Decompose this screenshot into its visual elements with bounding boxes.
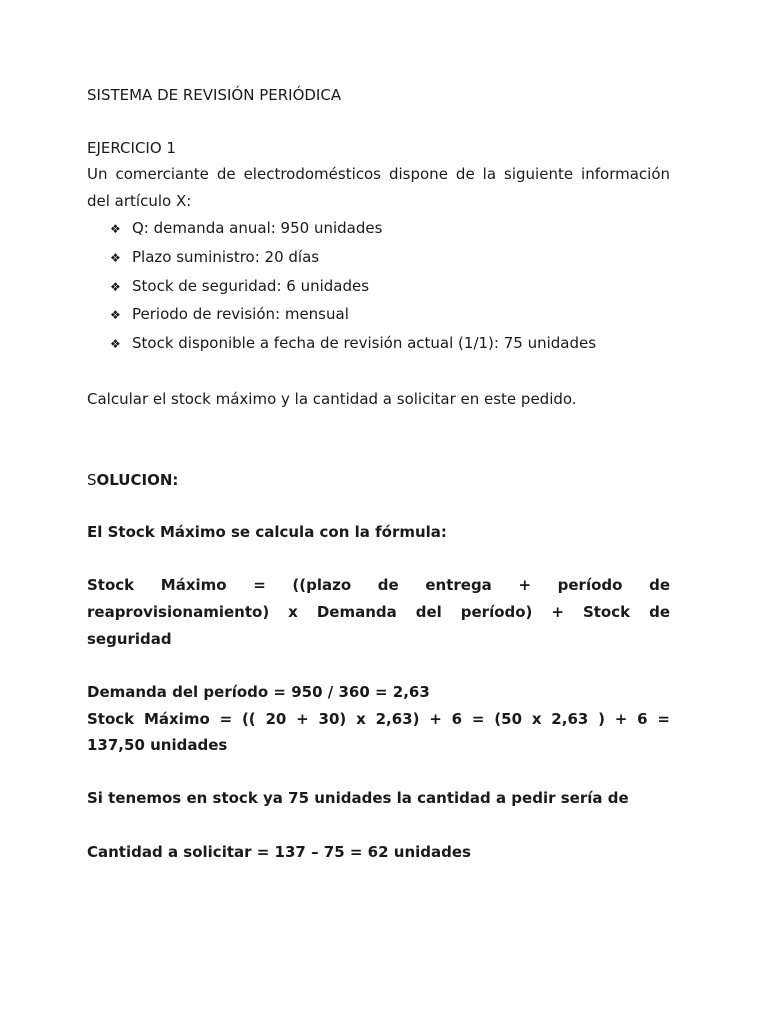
in-stock-statement: Si tenemos en stock ya 75 unidades la cantidad a pedir sería de	[87, 789, 629, 807]
list-item-text: Stock de seguridad: 6 unidades	[132, 277, 370, 295]
diamond-bullet-icon: ❖	[110, 337, 121, 351]
diamond-bullet-icon: ❖	[110, 280, 121, 294]
formula-line-1: Stock Máximo = ((plazo de entrega + período de	[87, 576, 670, 594]
solution-heading-rest: OLUCION:	[96, 471, 179, 489]
list-item	[110, 304, 349, 325]
formula-line-2: reaprovisionamiento) x Demanda del período) + Stock de	[87, 603, 670, 621]
document-title: SISTEMA DE REVISIÓN PERIÓDICA	[87, 86, 342, 104]
demand-calculation: Demanda del período = 950 / 360 = 2,63	[87, 683, 430, 701]
list-item	[110, 276, 369, 297]
solution-heading	[87, 470, 178, 490]
exercise-label: EJERCICIO 1	[87, 139, 176, 157]
list-item	[110, 247, 319, 268]
diamond-bullet-icon: ❖	[110, 308, 121, 322]
order-calculation: Cantidad a solicitar = 137 – 75 = 62 unidades	[87, 843, 471, 861]
exercise-intro-line-1: Un comerciante de electrodomésticos dispone de la siguiente información	[87, 165, 670, 183]
stock-calculation-line-1: Stock Máximo = (( 20 + 30) x 2,63) + 6 = (50 x 2,63 ) + 6 =	[87, 710, 670, 728]
list-item-text: Periodo de revisión: mensual	[132, 305, 349, 323]
list-item	[110, 218, 382, 239]
exercise-intro-line-2: del artículo X:	[87, 192, 192, 210]
list-item-text: Q: demanda anual: 950 unidades	[132, 219, 383, 237]
solution-heading-prefix: S	[87, 471, 97, 489]
formula-line-3: seguridad	[87, 630, 172, 648]
diamond-bullet-icon: ❖	[110, 222, 121, 236]
list-item	[110, 333, 596, 354]
stock-calculation-line-2: 137,50 unidades	[87, 736, 228, 754]
list-item-text: Stock disponible a fecha de revisión actual (1/1): 75 unidades	[132, 334, 597, 352]
list-item-text: Plazo suministro: 20 días	[132, 248, 320, 266]
exercise-task: Calcular el stock máximo y la cantidad a solicitar en este pedido.	[87, 390, 577, 408]
diamond-bullet-icon: ❖	[110, 251, 121, 265]
formula-intro: El Stock Máximo se calcula con la fórmula:	[87, 523, 447, 541]
